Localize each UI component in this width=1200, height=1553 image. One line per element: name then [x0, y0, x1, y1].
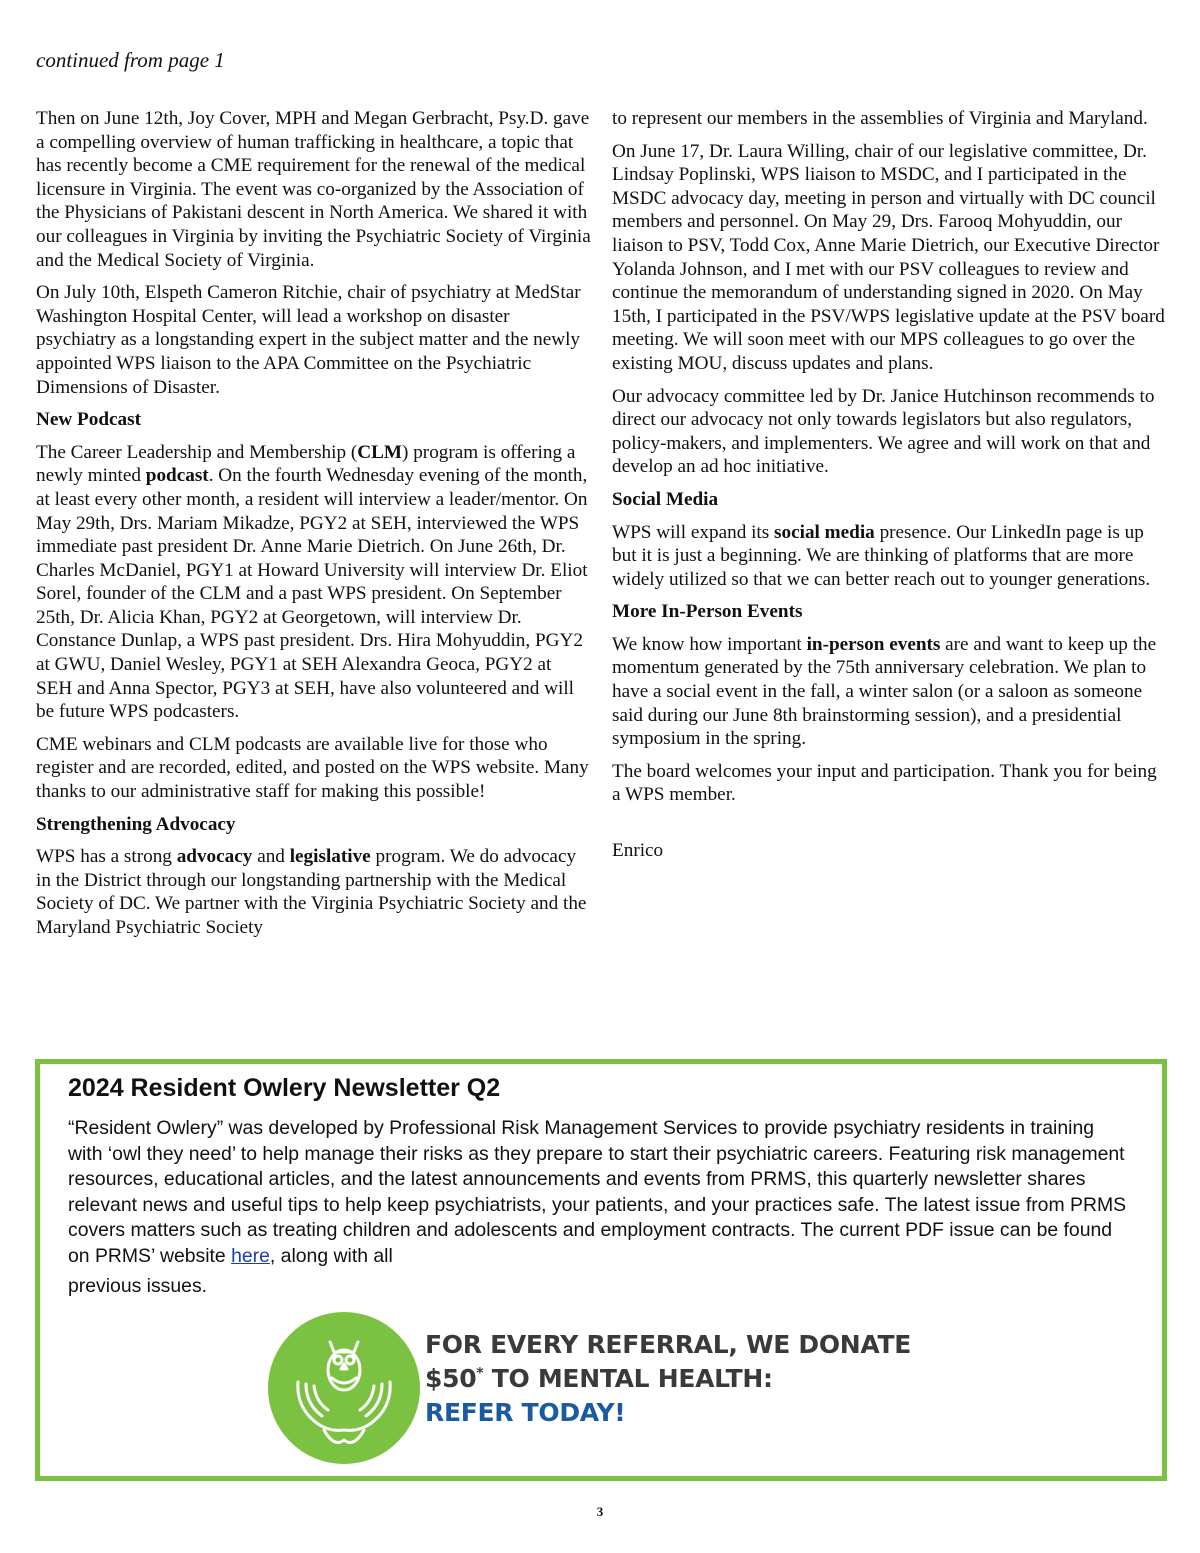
- paragraph-podcast: The Career Leadership and Membership (CLM) program is offering a newly minted podcast. On the fourth Wednesday evening of the month, at least every other month, a resident will interview a leader/mentor. On May 29th, Drs. Mariam Mikadze, PGY2 at SEH, interviewed the WPS immediate past president Dr. Anne Marie Dietrich. On June 26th, Dr. Charles McDaniel, PGY1 at Howard University will interview Dr. Eliot Sorel, founder of the CLM and a past WPS president. On September 25th, Dr. Alicia Khan, PGY2 at Georgetown, will interview Dr. Constance Dunlap, a WPS past president. Drs. Hira Mohyuddin, PGY2 at GWU, Daniel Wesley, PGY1 at SEH Alexandra Geoca, PGY2 at SEH and Anna Spector, PGY3 at SEH, have also volunteered and will be future WPS podcasters.: [36, 441, 588, 723]
- bold-social-media: social media: [774, 521, 875, 543]
- referral-promo[interactable]: [425, 1328, 911, 1430]
- heading-in-person-events: More In-Person Events: [612, 601, 803, 623]
- bold-in-person-events: in-person events: [806, 633, 941, 655]
- paragraph-social-media: WPS will expand its social media presence. Our LinkedIn page is up but it is just a beginning. We are thinking of platforms that are more widely utilized so that we can better reach out to younger generations.: [612, 521, 1151, 590]
- continued-note: continued from page 1: [36, 48, 225, 72]
- paragraph-disaster-workshop: On July 10th, Elspeth Cameron Ritchie, chair of psychiatry at MedStar Washington Hospital Center, will lead a workshop on disaster psychiatry as a longstanding expert in the subject matter and the newly appointed WPS liaison to the APA Committee on the Psychiatric Dimensions of Disaster.: [36, 282, 581, 398]
- heading-new-podcast: New Podcast: [36, 409, 141, 431]
- owlery-description: “Resident Owlery” was developed by Professional Risk Management Services to provide psychiatry residents in training with ‘owl they need’ to help manage their risks as they prepare to start their psychiatric careers. Featuring risk management resources, educational articles, and the latest announcements and events from PRMS, this quarterly newsletter shares relevant news and useful tips to help keep psychiatrists, your patients, and your practices safe. The latest issue from PRMS covers matters such as treating children and adolescents and employment contracts. The current PDF issue can be found on PRMS’ website here, along with all previous issues.: [68, 1117, 1127, 1297]
- refer-today-button[interactable]: REFER TODAY!: [425, 1398, 626, 1427]
- page-number: 3: [596, 1504, 604, 1519]
- paragraph-advocacy: WPS has a strong advocacy and legislative program. We do advocacy in the District through our longstanding partnership with the Medical Society of DC. We partner with the Virginia Psychiatric Society and the Maryland Psychiatric Society: [36, 846, 587, 938]
- paragraph-trafficking: Then on June 12th, Joy Cover, MPH and Megan Gerbracht, Psy.D. gave a compelling overview of human trafficking in healthcare, a topic that has recently become a CME requirement for the renewal of the medical licensure in Virginia. The event was co-organized by the Association of the Physicians of Pakistani descent in North America. We shared it with our colleagues in Virginia by inviting the Psychiatric Society of Virginia and the Medical Society of Virginia.: [36, 108, 591, 271]
- owlery-callout-box: [35, 1059, 1167, 1481]
- heading-social-media: Social Media: [612, 488, 719, 510]
- paragraph-cme-webinars: CME webinars and CLM podcasts are available live for those who register and are recorded, edited, and posted on the WPS website. Many thanks to our administrative staff for making this possible!: [36, 733, 589, 803]
- bold-legislative: legislative: [289, 846, 371, 868]
- paragraph-board-welcome: The board welcomes your input and participation. Thank you for being a WPS member.: [612, 760, 1157, 806]
- paragraph-in-person-events: We know how important in-person events are and want to keep up the momentum generated by the 75th anniversary celebration. We plan to have a social event in the fall, a winter salon (or a saloon as someone said during our June 8th brainstorming session), and a presidential symposium in the spring.: [612, 633, 1157, 750]
- bold-clm: CLM: [357, 441, 403, 463]
- owl-in-hands-icon[interactable]: [268, 1312, 420, 1464]
- paragraph-advocacy-committee: Our advocacy committee led by Dr. Janice Hutchinson recommends to direct our advocacy not only towards legislators but also regulators, policy-makers, and implementers. We agree and will work on that and develop an ad hoc initiative.: [612, 385, 1155, 478]
- signoff: Enrico: [612, 840, 664, 862]
- promo-line-1: FOR EVERY REFERRAL, WE DONATE: [425, 1330, 912, 1359]
- heading-strengthening-advocacy: Strengthening Advocacy: [36, 813, 236, 835]
- left-column: [36, 107, 592, 949]
- here-link[interactable]: here: [231, 1244, 270, 1267]
- paragraph-msdc-advocacy-day: On June 17, Dr. Laura Willing, chair of our legislative committee, Dr. Lindsay Poplinski, WPS liaison to MSDC, and I participated in the MSDC advocacy day, meeting in person and virtually with DC council members and personnel. On May 29, Drs. Farooq Mohyuddin, our liaison to PSV, Todd Cox, Anne Marie Dietrich, our Executive Director Yolanda Johnson, and I met with our PSV colleagues to review and continue the memorandum of understanding signed in 2020. On May 15th, I participated in the PSV/WPS legislative update at the PSV board meeting. We will soon meet with our MPS colleagues to go over the existing MOU, discuss updates and plans.: [612, 140, 1165, 374]
- bold-podcast: podcast: [145, 465, 209, 487]
- promo-line-2: $50* TO MENTAL HEALTH:: [425, 1364, 773, 1393]
- owlery-title: 2024 Resident Owlery Newsletter Q2: [68, 1074, 501, 1102]
- paragraph-advocacy-continued: to represent our members in the assemblies of Virginia and Maryland.: [612, 108, 1148, 129]
- bold-advocacy: advocacy: [176, 846, 253, 868]
- right-column: [612, 107, 1168, 872]
